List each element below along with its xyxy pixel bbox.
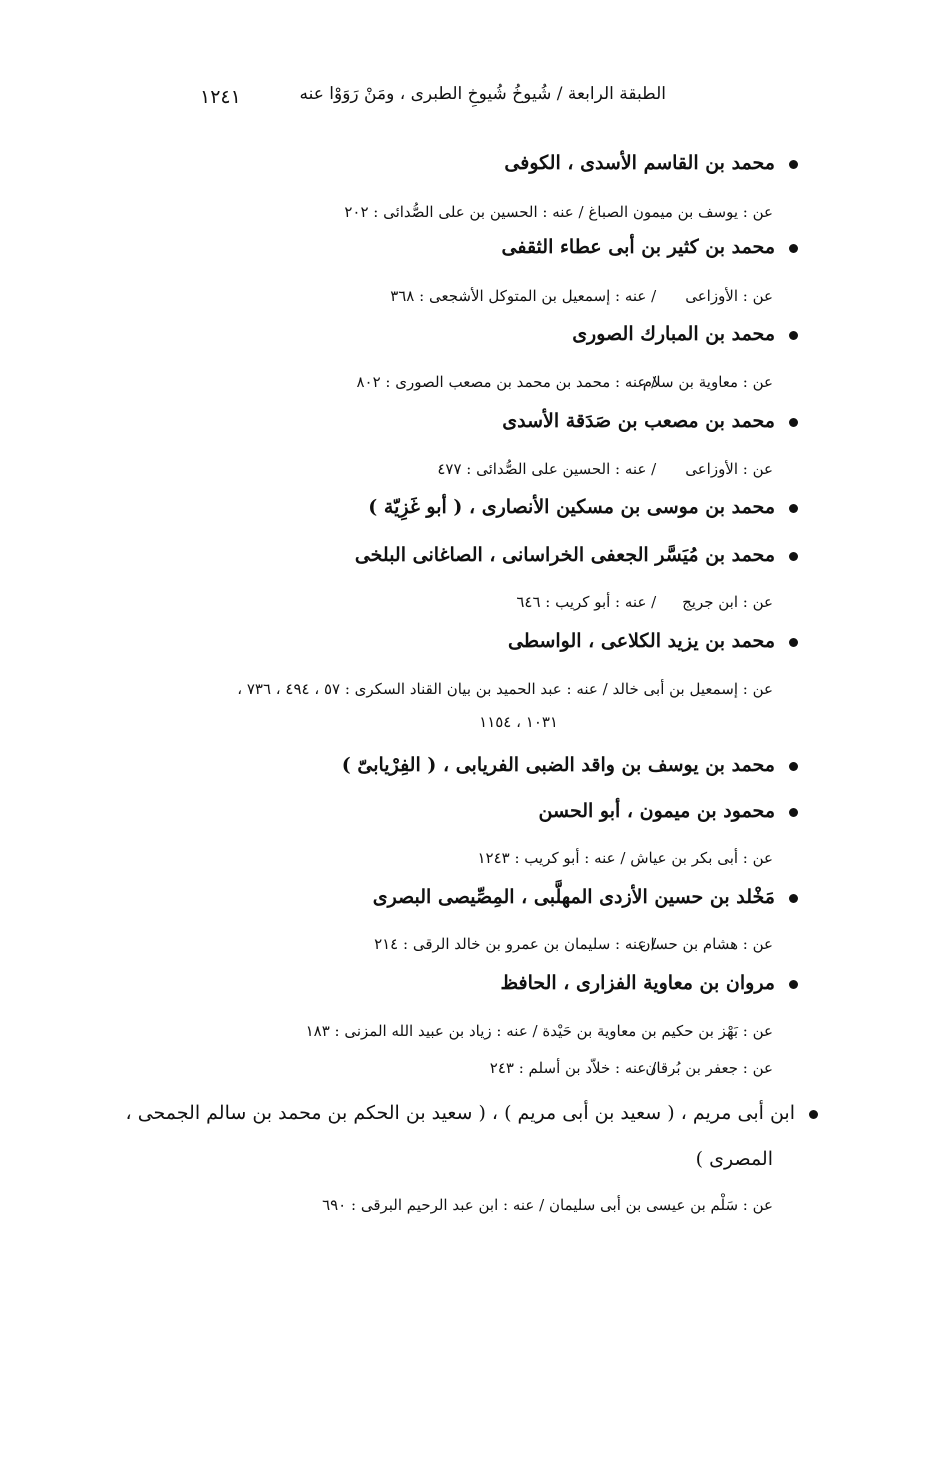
narration-from: عن : ابن جريج [682, 593, 773, 611]
narration-from: عن : الأوزاعى [685, 287, 773, 305]
narration-to: / عنه : أبو كريب : ١٢٤٣ [477, 849, 626, 867]
bullet-icon [789, 762, 798, 771]
entry-name-continuation: المصرى ) [695, 1148, 773, 1170]
bullet-icon [789, 244, 798, 253]
narration-to: / عنه : زياد بن عبيد الله المزنى : ١٨٣ [305, 1022, 538, 1040]
narration-to: / عنه : أبو كريب : ٦٤٦ [516, 593, 657, 611]
entry-name: محمود بن ميمون ، أبو الحسن [539, 800, 798, 822]
narration-line [356, 373, 773, 391]
bullet-icon [789, 552, 798, 561]
bullet-icon [789, 894, 798, 903]
narration-to: / عنه : سليمان بن عمرو بن خالد الرقى : ٢١٤ [374, 935, 657, 953]
narration-line [322, 1196, 773, 1214]
entry-name: محمد بن مصعب بن صَدَقة الأسدى [502, 410, 798, 432]
bullet-icon [809, 1110, 818, 1119]
bullet-icon [789, 418, 798, 427]
entry-name: محمد بن كثير بن أبى عطاء الثقفى [502, 236, 799, 258]
narration-line [390, 287, 773, 305]
narration-line [344, 203, 773, 221]
running-header: الطبقة الرابعة / شُيوخُ شُيوخِ الطبرى ، ومَنْ رَوَوْا عنه [299, 84, 666, 104]
narration-from: عن : بَهْز بن حكيم بن معاوية بن حَيْدة [542, 1022, 773, 1040]
entry-name: محمد بن المبارك الصورى [572, 323, 798, 345]
bullet-icon [789, 504, 798, 513]
entry-name: مَخْلد بن حسين الأزدى المهلَّبى ، المِصِّيصى البصرى [373, 886, 798, 908]
narration-to: / عنه : ابن عبد الرحيم البرقى : ٦٩٠ [322, 1196, 545, 1214]
entry-name: محمد بن مُيَسَّر الجعفى الخراسانى ، الصاغانى البلخى [355, 544, 798, 566]
entry-name: ابن أبى مريم ، ( سعيد بن أبى مريم ) ، ( سعيد بن الحكم بن محمد بن سالم الجمحى ، [126, 1102, 818, 1124]
entry-name: محمد بن القاسم الأسدى ، الكوفى [504, 152, 798, 174]
narration-to: / عنه : خلاّد بن أسلم : ٢٤٣ [489, 1059, 657, 1077]
bullet-icon [789, 808, 798, 817]
narration-from: عن : يوسف بن ميمون الصباغ [588, 203, 773, 221]
bullet-icon [789, 160, 798, 169]
narration-from: عن : الأوزاعى [685, 460, 773, 478]
narration-line [477, 849, 773, 867]
narration-line [374, 935, 773, 953]
narration-line [437, 460, 773, 478]
narration-continuation: ١٠٣١ ، ١١٥٤ [479, 713, 558, 731]
narration-to: / عنه : الحسين على الصُّدائى : ٤٧٧ [437, 460, 657, 478]
narration-to: / عنه : إسمعيل بن المتوكل الأشجعى : ٣٦٨ [390, 287, 657, 305]
narration-line [237, 680, 773, 698]
narration-from: عن : أبى بكر بن عياش [630, 849, 773, 867]
narration-line [490, 1059, 773, 1077]
page-number: ١٢٤١ [200, 86, 241, 108]
narration-to: / عنه : عبد الحميد بن بيان القناد السكرى : ٥٧ ، ٤٩٤ ، ٧٣٦ ، [237, 680, 608, 698]
narration-from: عن : معاوية بن سلام [642, 373, 773, 391]
narration-from: عن : جعفر بن بُرقان [645, 1059, 773, 1077]
entry-name: مروان بن معاوية الفزارى ، الحافظ [500, 972, 798, 994]
narration-from: عن : هشام بن حسان [639, 935, 773, 953]
bullet-icon [789, 638, 798, 647]
narration-from: عن : إسمعيل بن أبى خالد [612, 680, 773, 698]
entry-name: محمد بن موسى بن مسكين الأنصارى ، ( أبو غَزِيّة ) [368, 496, 798, 518]
entry-name: محمد بن يوسف بن واقد الضبى الفريابى ، ( الفِرْيابىّ ) [342, 754, 798, 776]
narration-to: / عنه : الحسين بن على الصُّدائى : ٢٠٢ [344, 203, 584, 221]
bullet-icon [789, 980, 798, 989]
entry-name: محمد بن يزيد الكلاعى ، الواسطى [508, 630, 798, 652]
bullet-icon [789, 331, 798, 340]
narration-from: عن : سَلْم بن عيسى بن أبى سليمان [548, 1196, 773, 1214]
narration-line [306, 1022, 773, 1040]
narration-line [516, 593, 773, 611]
narration-to: / عنه : محمد بن محمد بن مصعب الصورى : ٨٠٢ [356, 373, 657, 391]
